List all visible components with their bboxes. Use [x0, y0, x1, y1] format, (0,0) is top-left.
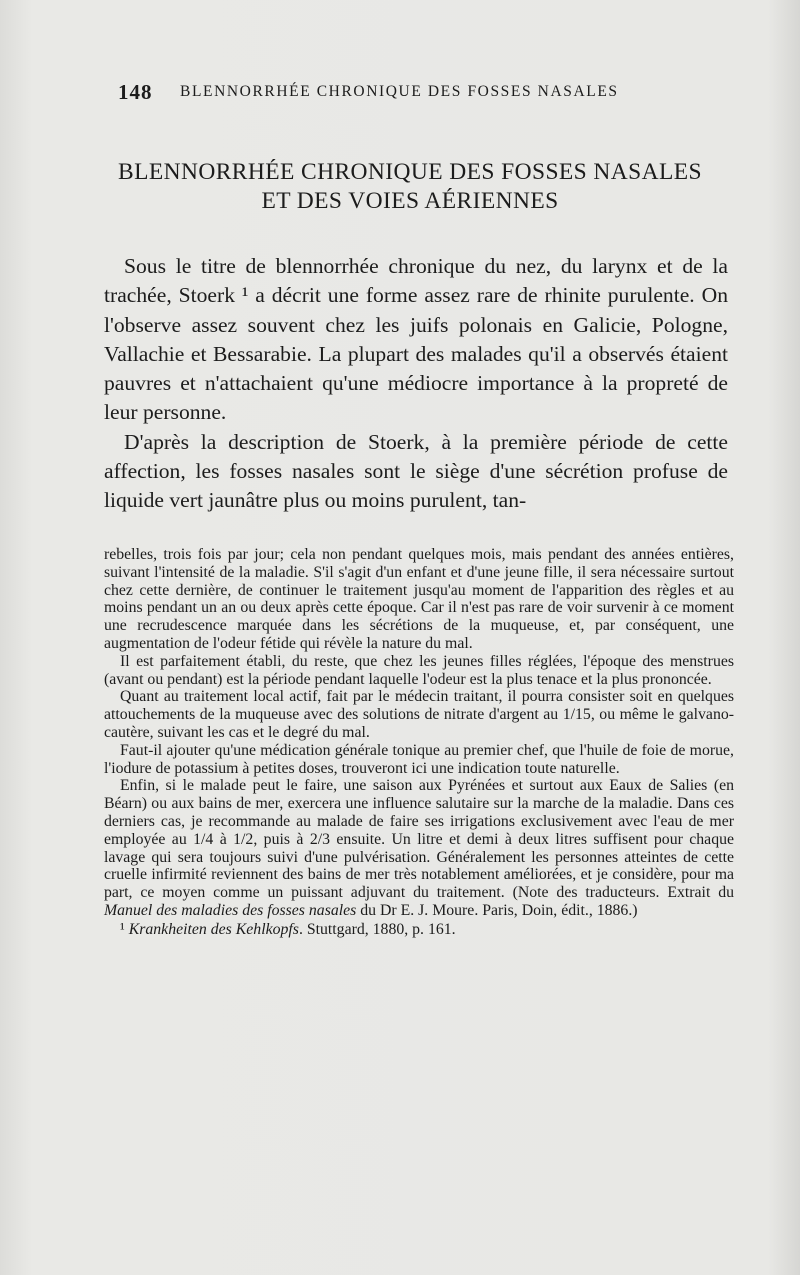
note-paragraph-5 [104, 777, 734, 919]
running-head [118, 80, 740, 110]
chapter-title [100, 158, 720, 216]
footnote-reference: . Stuttgard, 1880, p. 161. [298, 920, 456, 938]
source-footnote [104, 921, 734, 939]
main-text [104, 252, 728, 516]
footnote-mark: ¹ [120, 920, 125, 938]
note-5-text: Enfin, si le malade peut le faire, une saison aux Pyrénées et surtout aux Eaux de Salies (en Béarn) ou aux bains de mer, exercera une influence salutaire sur la marche de la maladie. Dans ces derniers cas, je recommande au malade de faire ses irrigations exclusivement avec l'eau de mer employée au 1/4 à 1/2, puis à 2/3 ensuite. Un litre et demi à deux litres suffisent pour chaque lavage qui sera toujours suivi d'une pulvérisation. Généralement les personnes atteintes de cette cruelle infirmité reviennent des bains de mer très notablement améliorées, et je considère, pour ma part, ce moyen comme un puissant adjuvant du traitement. (Note des traducteurs. Extrait du [104, 777, 734, 902]
note-paragraph-3: Quant au traitement local actif, fait par le médecin traitant, il pourra consister soit en quelques attouchements de la muqueuse avec des solutions de nitrate d'argent au 1/15, ou même le galvano-cautère, suivant les cas et le degré du mal. [104, 688, 734, 741]
footnote-book-title: Krankheiten des Kehlkopfs [128, 920, 299, 938]
chapter-title-line2: ET DES VOIES AÉRIENNES [261, 188, 559, 214]
running-title: BLENNORRHÉE CHRONIQUE DES FOSSES NASALES [180, 83, 619, 100]
note-paragraph-1: rebelles, trois fois par jour; cela non pendant quelques mois, mais pendant des années entières, suivant l'intensité de la maladie. S'il s'agit d'un enfant et d'une jeune fille, il sera nécessaire surtout chez cette dernière, de continuer le traitement jusqu'au moment de l'apparition des règles et au moins pendant un an ou deux après cette époque. Car il n'est pas rare de voir survenir à ce moment une recrudescence marquée dans les sécrétions de la muqueuse, et, par conséquent, une augmentation de l'odeur fétide qui révèle la nature du mal. [104, 546, 734, 652]
chapter-title-line1: BLENNORRHÉE CHRONIQUE DES FOSSES NASALES [118, 159, 702, 185]
page-number: 148 [118, 80, 153, 104]
body-paragraph-2: D'après la description de Stoerk, à la première période de cette affection, les fosses nasales sont le siège d'une sécrétion profuse de liquide vert jaunâtre plus ou moins purulent, tan- [104, 429, 728, 513]
note-paragraph-2: Il est parfaitement établi, du reste, que chez les jeunes filles réglées, l'époque des menstrues (avant ou pendant) est la période pendant laquelle l'odeur est la plus tenace et la plus prononcée. [104, 652, 734, 688]
footnotes [104, 546, 734, 939]
note-paragraph-4: Faut-il ajouter qu'une médication générale tonique au premier chef, que l'huile de foie de morue, l'iodure de potassium à petites doses, trouveront ici une indication toute naturelle. [104, 741, 734, 777]
body-paragraph-1: Sous le titre de blennorrhée chronique du nez, du larynx et de la trachée, Stoerk ¹ a décrit une forme assez rare de rhinite purulente. On l'observe assez souvent chez les juifs polonais en Galicie, Pologne, Vallachie et Bessarabie. La plupart des malades qu'il a observés étaient pauvres et n'attachaient qu'une médiocre importance à la propreté de leur personne. [104, 254, 728, 425]
note-5-book-title: Manuel des maladies des fosses nasales [104, 901, 357, 919]
note-5-source: du Dr E. J. Moure. Paris, Doin, édit., 1886.) [356, 901, 638, 919]
